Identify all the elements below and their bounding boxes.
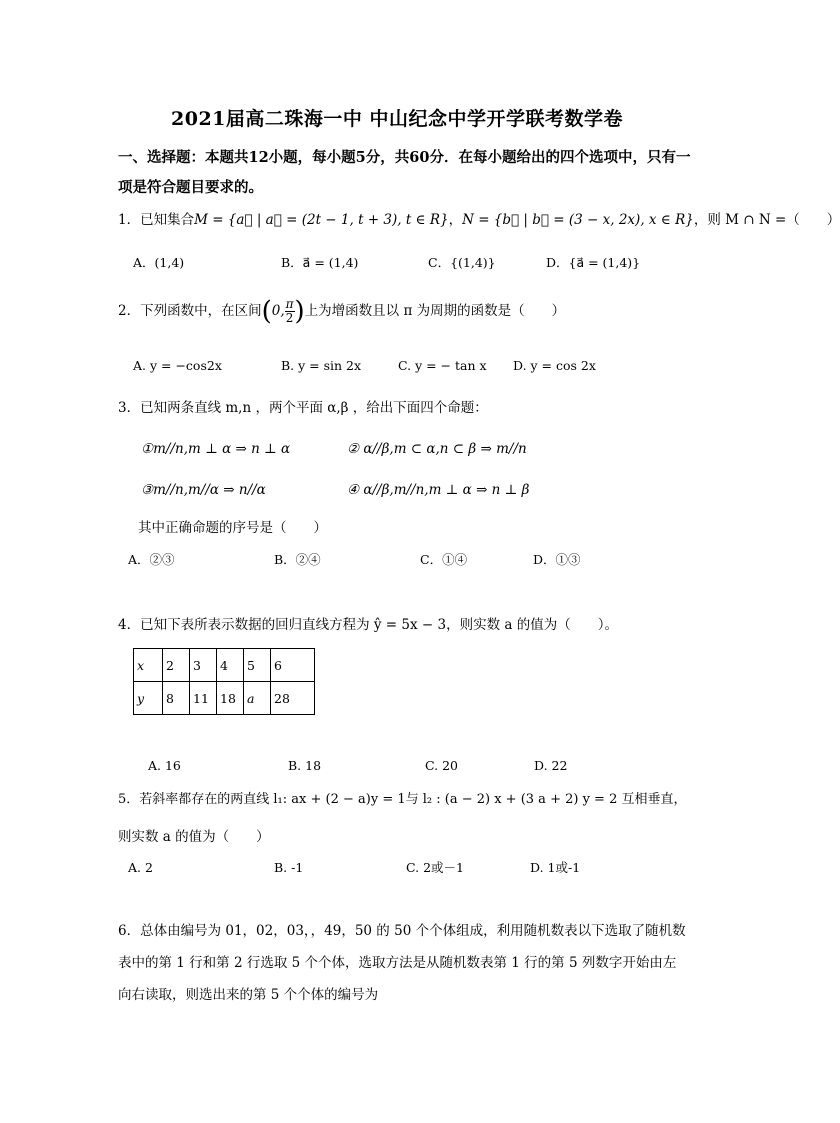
q5-option-c: C. 2或－1 (406, 860, 464, 875)
q3-proposition-3: ③m//n,m//α ⇒ n//α (141, 482, 266, 498)
q4-option-d: D. 22 (534, 758, 568, 773)
question-6-line-3: 向右读取，则选出来的第 5 个个体的编号为 (118, 987, 379, 1003)
q5-option-d: D. 1或-1 (530, 860, 581, 875)
table-row-x (134, 649, 315, 682)
q1-prefix: 1．已知集合 (118, 212, 195, 228)
q2-prefix: 2．下列函数中，在区间 (118, 303, 262, 319)
q3-option-a: A．②③ (128, 552, 175, 567)
q2-option-c: C. y = − tan x (398, 358, 487, 373)
q1-set-m: M = {a⃗ | a⃗ = (2t − 1, t + 3), t ∈ R} (194, 212, 449, 228)
q1-set-n: N = {b⃗ | b⃗ = (3 − x, 2x), x ∈ R} (462, 212, 694, 228)
question-6-line-2: 表中的第 1 行和第 2 行选取 5 个个体，选取方法是从随机数表第 1 行的第 5 列数字开始由左 (118, 955, 677, 971)
q4-option-a: A. 16 (148, 758, 181, 773)
q2-option-b: B. y = sin 2x (281, 358, 362, 373)
q3-option-c: C．①④ (420, 552, 468, 567)
table-cell: 28 (271, 682, 315, 715)
table-cell: 6 (271, 649, 315, 682)
table-cell: y (134, 682, 163, 715)
q3-proposition-1: ①m//n,m ⊥ α ⇒ n ⊥ α (141, 441, 291, 457)
table-cell: 2 (163, 649, 190, 682)
q4-option-b: B. 18 (288, 758, 322, 773)
table-cell: 11 (190, 682, 217, 715)
q1-option-b: B．a⃗ = (1,4) (281, 255, 359, 270)
q5-option-b: B. -1 (274, 860, 304, 875)
table-cell: 5 (244, 649, 271, 682)
q3-question: 其中正确命题的序号是（ ） (138, 520, 327, 536)
question-6-line-1: 6．总体由编号为 01，02，03，，49，50 的 50 个个体组成，利用随机数表以下选取了随机数 (118, 923, 686, 939)
q2-fraction: $\frac{\pi}{2}$ (285, 297, 294, 325)
question-2-stem: 2．下列函数中，在区间(0, $\frac{\pi}{2}$ )上为增函数且以 π 为周期的函数是（ ） (118, 296, 566, 327)
q1-option-c: C．{(1,4)} (428, 255, 496, 270)
q2-suffix: 上为增函数且以 π 为周期的函数是（ ） (304, 303, 566, 319)
table-cell: x (134, 649, 163, 682)
table-row-y (134, 682, 315, 715)
q4-option-c: C. 20 (425, 758, 458, 773)
table-cell: 8 (163, 682, 190, 715)
q1-option-d: D．{a⃗ = (1,4)} (546, 255, 641, 270)
q3-option-d: D．①③ (533, 552, 581, 567)
question-1-stem (118, 210, 840, 230)
q2-option-d: D. y = cos 2x (513, 358, 596, 373)
question-5-stem: 5．若斜率都存在的两直线 l₁: ax + (2 − a)y = 1与 l₂ : (a − 2) x + (3 a + 2) y = 2 互相垂直， (118, 792, 687, 807)
question-5-stem-2: 则实数 a 的值为（ ） (118, 829, 270, 845)
q3-proposition-4: ④ α//β,m//n,m ⊥ α ⇒ n ⊥ β (347, 482, 530, 498)
regression-data-table (133, 648, 315, 715)
q5-option-a: A. 2 (128, 860, 153, 875)
section-heading: 一、选择题：本题共12小题，每小题5分，共60分．在每小题给出的四个选项中，只有一项是符合题目要求的。 (118, 149, 691, 196)
page-title: 2021届高二珠海一中 中山纪念中学开学联考数学卷 (171, 108, 623, 130)
q2-interval-left: 0, (271, 303, 285, 319)
table-cell: 3 (190, 649, 217, 682)
q1-sep: ， (448, 212, 463, 228)
q3-proposition-2: ② α//β,m ⊂ α,n ⊂ β ⇒ m//n (347, 441, 527, 457)
table-cell: 4 (217, 649, 244, 682)
q1-option-a: A．(1,4) (133, 255, 185, 270)
question-3-stem: 3．已知两条直线 m,n ，两个平面 α,β ，给出下面四个命题： (118, 400, 488, 416)
question-4-stem: 4．已知下表所表示数据的回归直线方程为 ŷ = 5x − 3，则实数 a 的值为（ ）。 (118, 617, 618, 633)
q3-option-b: B．②④ (274, 552, 321, 567)
q2-option-a: A. y = −cos2x (133, 358, 222, 373)
table-cell: a (244, 682, 271, 715)
q1-suffix: ，则 M ∩ N =（ ） (693, 212, 840, 228)
table-cell: 18 (217, 682, 244, 715)
